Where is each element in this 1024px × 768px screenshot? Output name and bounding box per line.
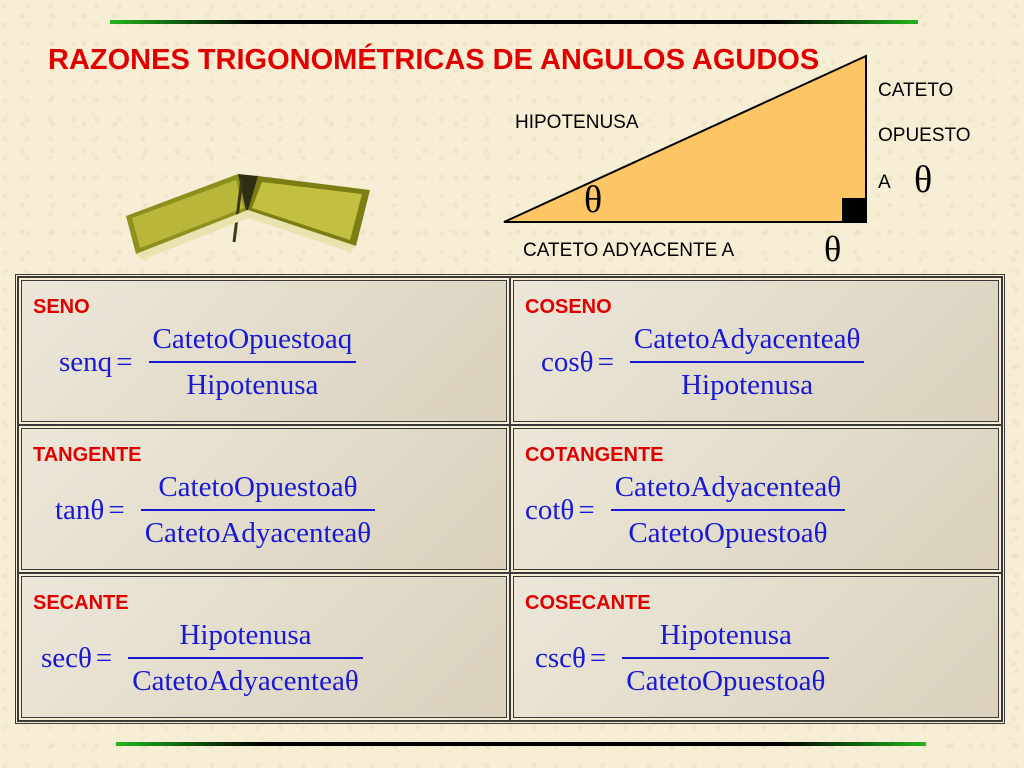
open-book-illustration: [118, 168, 378, 260]
ratio-cell-seno: [18, 277, 510, 425]
ratio-formula: [41, 608, 489, 708]
function-name: tanθ: [55, 493, 105, 526]
numerator: CatetoOpuestoaq: [152, 323, 353, 355]
angle-theta-symbol: θ: [584, 179, 603, 221]
ratio-formula: [55, 460, 489, 560]
ratio-cell-tangente: [18, 425, 510, 573]
opposite-label-line1: CATETO: [878, 80, 954, 101]
bottom-divider-line: [116, 742, 926, 746]
ratios-table: [15, 274, 1005, 724]
function-name: cosθ: [541, 345, 594, 378]
fraction: [622, 617, 829, 699]
ratio-label: SECANTE: [33, 592, 129, 614]
fraction-bar: [622, 657, 829, 659]
equals-sign: =: [108, 493, 125, 526]
right-angle-marker: [842, 198, 866, 222]
function-name: cotθ: [525, 493, 575, 526]
adjacent-label: CATETO ADYACENTE A: [523, 240, 735, 261]
hypotenuse-label: HIPOTENUSA: [515, 112, 639, 133]
equals-sign: =: [589, 641, 607, 674]
denominator: Hipotenusa: [186, 369, 319, 401]
denominator: Hipotenusa: [681, 369, 814, 401]
ratio-cell-cotangente: [510, 425, 1002, 573]
ratio-label: TANGENTE: [33, 444, 142, 466]
equals-sign: =: [578, 493, 595, 526]
fraction-bar: [128, 657, 362, 659]
opposite-label-line3: A: [878, 172, 891, 193]
fraction: [149, 321, 357, 403]
denominator: CatetoOpuestoaθ: [626, 665, 826, 697]
ratio-formula: [525, 460, 981, 560]
denominator: CatetoAdyacenteaθ: [144, 517, 372, 549]
adjacent-theta-symbol: θ: [824, 229, 842, 269]
denominator: CatetoOpuestoaθ: [628, 517, 828, 549]
ratio-label: SENO: [33, 296, 90, 318]
function-name: secθ: [41, 641, 92, 674]
equals-sign: =: [116, 345, 133, 378]
ratio-formula: [59, 312, 489, 412]
fraction: [611, 469, 845, 551]
ratio-cell-secante: [18, 573, 510, 721]
fraction-bar: [141, 509, 375, 511]
ratio-label: COTANGENTE: [525, 444, 664, 466]
fraction: [630, 321, 864, 403]
fraction: [128, 617, 362, 699]
fraction: [141, 469, 375, 551]
ratio-formula: [541, 312, 981, 412]
fraction-bar: [630, 361, 864, 363]
triangle-shape: [504, 56, 866, 222]
numerator: CatetoAdyacenteaθ: [633, 323, 861, 355]
numerator: Hipotenusa: [179, 619, 312, 651]
top-divider-line: [110, 20, 918, 24]
ratio-cell-cosecante: [510, 573, 1002, 721]
equals-sign: =: [597, 345, 614, 378]
numerator: CatetoOpuestoaθ: [158, 471, 358, 503]
opposite-theta-symbol: θ: [914, 159, 933, 201]
numerator: Hipotenusa: [659, 619, 792, 651]
ratio-label: COSECANTE: [525, 592, 651, 614]
numerator: CatetoAdyacenteaθ: [614, 471, 842, 503]
fraction-bar: [149, 361, 357, 363]
ratio-formula: [535, 608, 981, 708]
equals-sign: =: [95, 641, 113, 674]
ratio-label: COSENO: [525, 296, 612, 318]
right-triangle-diagram: [500, 52, 880, 232]
opposite-label-line2: OPUESTO: [878, 125, 971, 146]
page-title: RAZONES TRIGONOMÉTRICAS DE ANGULOS AGUDOS: [48, 44, 820, 76]
function-name: cscθ: [535, 641, 586, 674]
ratio-cell-coseno: [510, 277, 1002, 425]
fraction-bar: [611, 509, 845, 511]
function-name: senq: [59, 345, 113, 378]
denominator: CatetoAdyacenteaθ: [132, 665, 359, 697]
